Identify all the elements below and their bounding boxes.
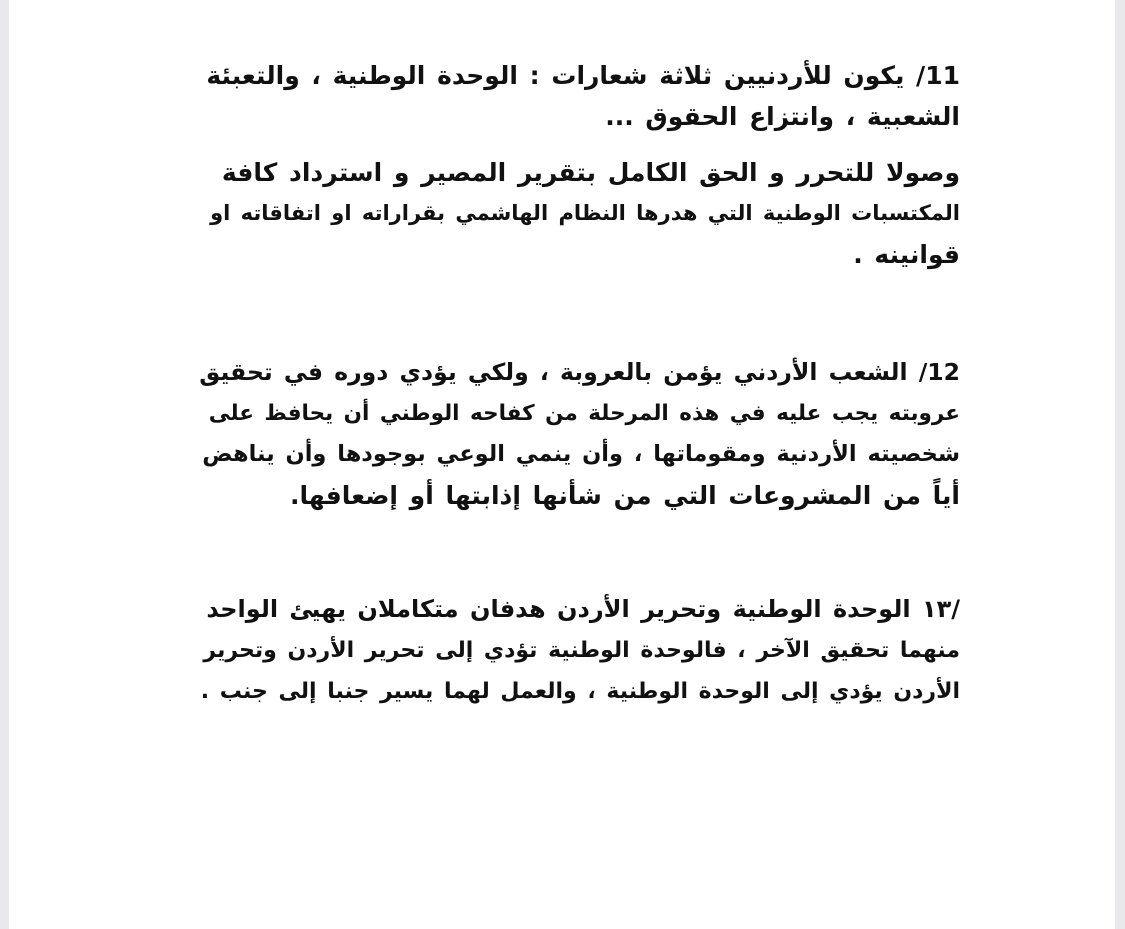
paragraph-line: عروبته يجب عليه في هذه المرحلة من كفاحه الوطني أن يحافظ على xyxy=(208,401,960,426)
paragraph-line: أياً من المشروعات التي من شأنها إذابتها أو إضعافها. xyxy=(289,481,960,510)
paragraph-line: قوانينه . xyxy=(853,240,960,269)
paragraph-line: 11/ يكون للأردنيين ثلاثة شعارات : الوحدة الوطنية ، والتعبئة xyxy=(206,61,960,90)
paragraph-11 xyxy=(195,55,960,137)
paragraph-11-continuation xyxy=(195,152,960,275)
paragraph-13 xyxy=(195,589,960,712)
paragraph-line: 12/ الشعب الأردني يؤمن بالعروبة ، ولكي يؤدي دوره في تحقيق xyxy=(199,358,960,386)
paragraph-12 xyxy=(195,352,960,516)
paragraph-line: منهما تحقيق الآخر ، فالوحدة الوطنية تؤدي إلى تحرير الأردن وتحرير xyxy=(203,638,960,663)
paragraph-line: الشعبية ، وانتزاع الحقوق ... xyxy=(605,102,960,131)
paragraph-line: الأردن يؤدي إلى الوحدة الوطنية ، والعمل لهما يسير جنبا إلى جنب . xyxy=(200,679,960,704)
paragraph-line: وصولا للتحرر و الحق الكامل بتقرير المصير و استرداد كافة xyxy=(221,158,960,187)
paragraph-line: المكتسبات الوطنية التي هدرها النظام الهاشمي بقراراته او اتفاقاته او xyxy=(210,201,960,225)
paragraph-line: /١٣ الوحدة الوطنية وتحرير الأردن هدفان متكاملان يهيئ الواحد xyxy=(206,595,960,623)
document-page xyxy=(9,0,1115,929)
paragraph-line: شخصيته الأردنية ومقوماتها ، وأن ينمي الوعي بوجودها وأن يناهض xyxy=(202,441,960,467)
